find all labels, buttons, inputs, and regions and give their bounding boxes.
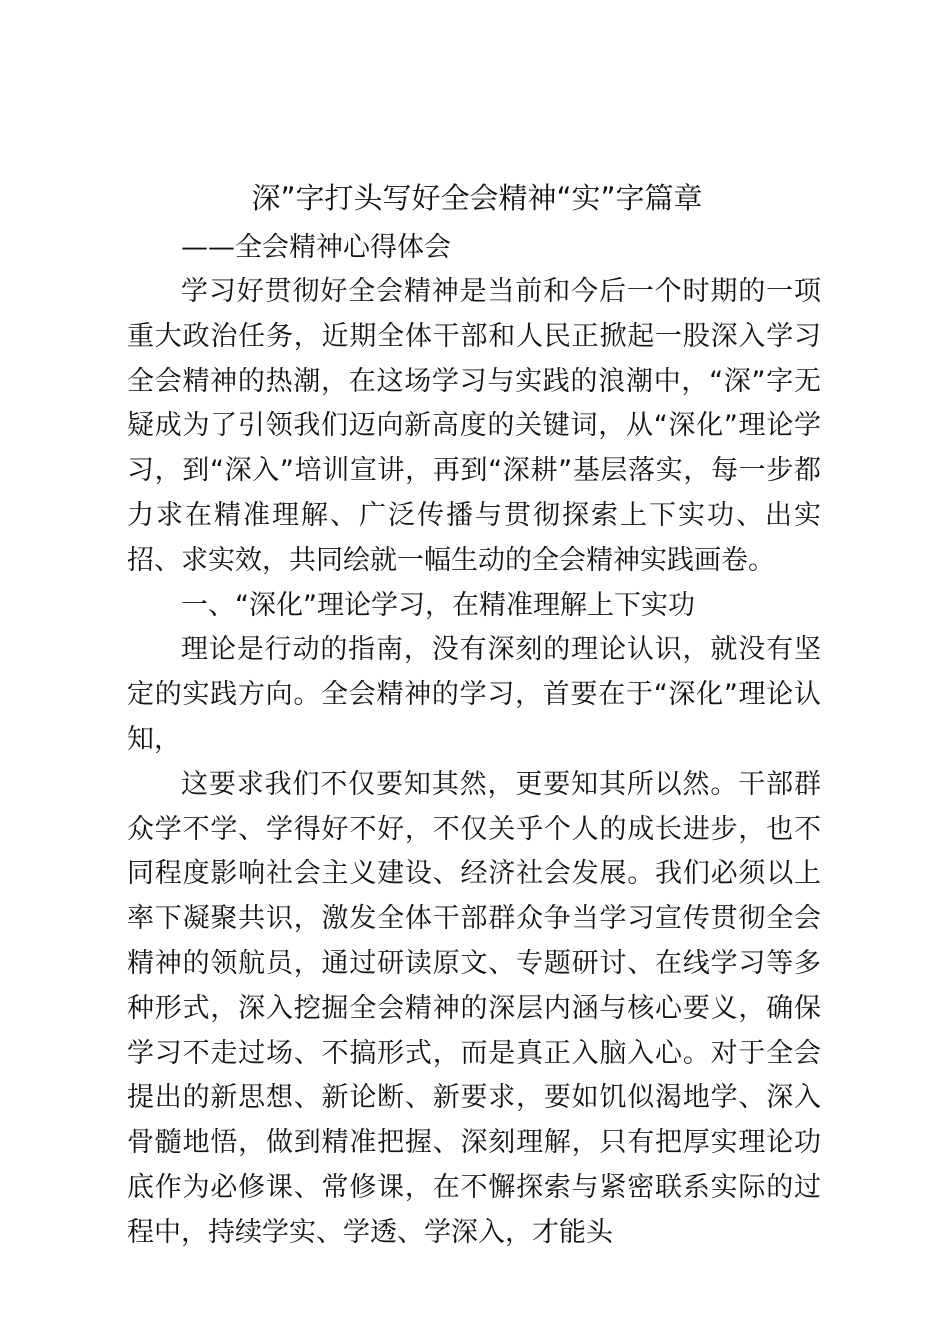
document-title: 深”字打头写好全会精神“实”字篇章 — [251, 181, 703, 215]
document-subtitle: ——全会精神心得体会 — [181, 232, 451, 263]
document-content — [127, 170, 821, 1256]
section1-paragraph-2: 这要求我们不仅要知其然，更要知其所以然。干部群众学不学、学得好不好，不仅关乎个人的成长进步，也不同程度影响社会主义建设、经济社会发展。我们必须以上率下凝聚共识，激发全体干部群众争当学习宣传贯彻全会精神的领航员，通过研读原文、专题研讨、在线学习等多种形式，深入挖掘全会精神的深层内涵与核心要义，确保学习不走过场、不搞形式，而是真正入脑入心。对于全会提出的新思想、新论断、新要求，要如饥似渴地学、深入骨髓地悟，做到精准把握、深刻理解，只有把厚实理论功底作为必修课、常修课，在不懈探索与紧密联系实际的过程中，持续学实、学透、学深入，才能头 — [127, 768, 821, 1248]
section1-paragraph-1: 理论是行动的指南，没有深刻的理论认识，就没有坚定的实践方向。全会精神的学习，首要在于“深化”理论认知， — [127, 634, 821, 755]
intro-paragraph: 学习好贯彻好全会精神是当前和今后一个时期的一项重大政治任务，近期全体干部和人民正掀起一股深入学习全会精神的热潮，在这场学习与实践的浪潮中，“深”字无疑成为了引领我们迈向新高度的关键词，从“深化”理论学习，到“深入”培训宣讲，再到“深耕”基层落实，每一步都力求在精准理解、广泛传播与贯彻探索上下实功、出实招、求实效，共同绘就一幅生动的全会精神实践画卷。 — [127, 276, 821, 576]
section-heading-1: 一、“深化”理论学习，在精准理解上下实功 — [181, 589, 695, 621]
